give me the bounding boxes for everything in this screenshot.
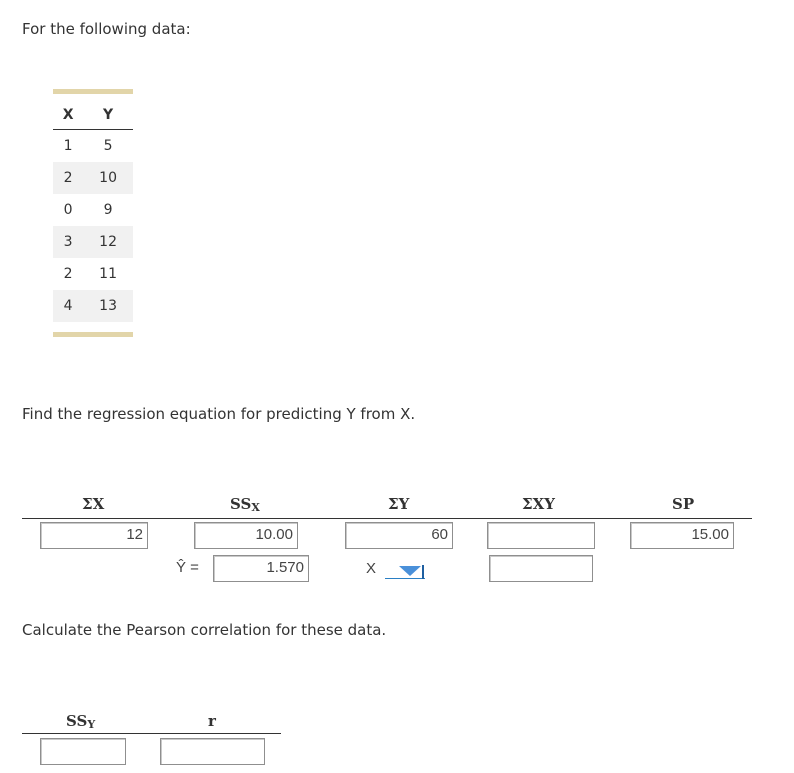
cell-y: 9: [103, 202, 113, 218]
cell-x: 2: [63, 266, 73, 282]
ss-x-input[interactable]: 10.00: [194, 522, 298, 549]
table-bottom-border: [53, 332, 133, 337]
cell-x: 4: [53, 290, 83, 322]
cell-y: 12: [83, 226, 133, 258]
sum-xy-header: ΣXY: [522, 495, 555, 513]
r-header: r: [208, 712, 216, 730]
corr-header-rule: [22, 733, 281, 734]
cell-y: 5: [103, 138, 113, 154]
question-regression: Find the regression equation for predicting Y from X.: [22, 405, 416, 423]
sum-y-header: ΣY: [388, 495, 410, 513]
table-header-row: [53, 100, 133, 130]
chevron-down-icon: [399, 566, 421, 576]
sum-x-header: ΣX: [82, 495, 105, 513]
sum-y-input[interactable]: 60: [345, 522, 453, 549]
dropdown-cursor-bar: [422, 565, 424, 579]
ss-x-header: $SS_X$: [230, 495, 260, 514]
r-input[interactable]: [160, 738, 265, 765]
intro-text: For the following data:: [22, 20, 191, 38]
data-table: [53, 100, 133, 322]
sp-header: SP: [672, 495, 695, 513]
table-row: [53, 194, 133, 226]
cell-y: 11: [99, 266, 117, 282]
intercept-input[interactable]: [489, 555, 593, 582]
cell-x: 1: [63, 138, 73, 154]
dropdown-underline: [385, 578, 425, 579]
cell-y: 10: [83, 162, 133, 194]
table-row: [53, 162, 133, 194]
header-x: X: [53, 100, 83, 130]
table-row: [53, 130, 133, 163]
slope-input[interactable]: 1.570: [213, 555, 309, 582]
table-row: [53, 290, 133, 322]
ss-y-input[interactable]: [40, 738, 126, 765]
cell-x: 0: [63, 202, 73, 218]
cell-x: 3: [53, 226, 83, 258]
cell-y: 13: [83, 290, 133, 322]
yhat-label: Ŷ =: [176, 559, 199, 576]
x-label: X: [366, 560, 377, 577]
sum-x-input[interactable]: 12: [40, 522, 148, 549]
table-row: [53, 258, 133, 290]
sum-xy-input[interactable]: [487, 522, 595, 549]
question-pearson: Calculate the Pearson correlation for these data.: [22, 621, 387, 639]
table-row: [53, 226, 133, 258]
ss-y-header: $SS_Y$: [66, 712, 96, 731]
header-y: Y: [83, 100, 133, 130]
header-rule: [22, 518, 752, 519]
table-top-border: [53, 89, 133, 94]
cell-x: 2: [53, 162, 83, 194]
sp-input[interactable]: 15.00: [630, 522, 734, 549]
